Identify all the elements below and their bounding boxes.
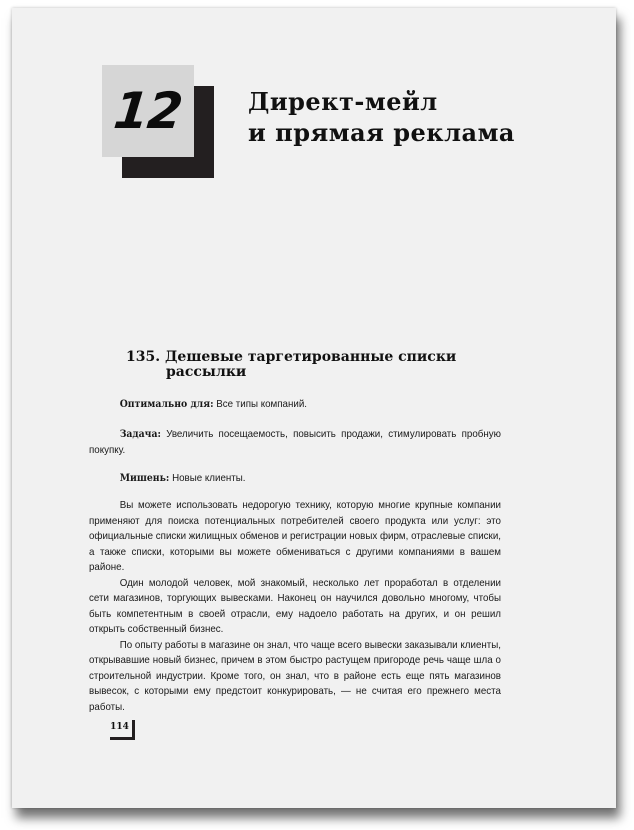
- body-text: [89, 498, 501, 715]
- book-page: [12, 8, 616, 808]
- section-title-line2: рассылки: [166, 364, 247, 380]
- chapter-number: 12: [111, 82, 185, 140]
- page-number: 114: [107, 717, 132, 737]
- paragraph: По опыту работы в магазине он знал, что чаще всего вывески заказывали клиенты, открывавшие новый бизнес, причем в этом быстро растущем пригороде речь чаще шла о строительной индустрии. Кроме того, он знал, что в районе есть еще пять магазинов вывесок, с которыми ему предстоит конкурировать, — не считая его прежнего места работы.: [89, 638, 501, 713]
- task-value: Увеличить посещаемость, повысить продажи, стимулировать пробную покупку.: [89, 428, 501, 456]
- target-label: Мишень:: [119, 473, 170, 484]
- section-title-line1: 135. Дешевые таргетированные списки: [126, 349, 457, 365]
- paragraph: Один молодой человек, мой знакомый, несколько лет проработал в отделении сети магазинов, торгующих вывесками. Наконец он научился довольно многому, чтобы быть компетентным в своей отрасли, ему надоело работать на других, и он решил открыть собственный бизнес.: [89, 576, 501, 635]
- chapter-title-line1: Директ-мейл: [248, 87, 438, 116]
- chapter-title-line2: и прямая реклама: [248, 118, 515, 147]
- meta-task: [89, 427, 501, 458]
- meta-best-for: [89, 397, 501, 413]
- target-value: Новые клиенты.: [169, 472, 246, 484]
- best-for-label: Оптимально для:: [119, 399, 214, 410]
- best-for-value: Все типы компаний.: [213, 398, 308, 410]
- task-label: Задача:: [119, 429, 161, 440]
- meta-target: [89, 471, 501, 487]
- section-title: [126, 350, 506, 380]
- chapter-title: [248, 86, 608, 148]
- chapter-number-box: [102, 65, 194, 157]
- paragraph: Вы можете использовать недорогую технику, которую многие крупные компании применяют для поиска потенциальных потребителей своего продукта или услуг: это официальные списки жилищных обменов и регистрации новых фирм, отраслевые списки, а также списки, которыми вы можете обмениваться с другими компаниями в вашем районе.: [89, 499, 501, 573]
